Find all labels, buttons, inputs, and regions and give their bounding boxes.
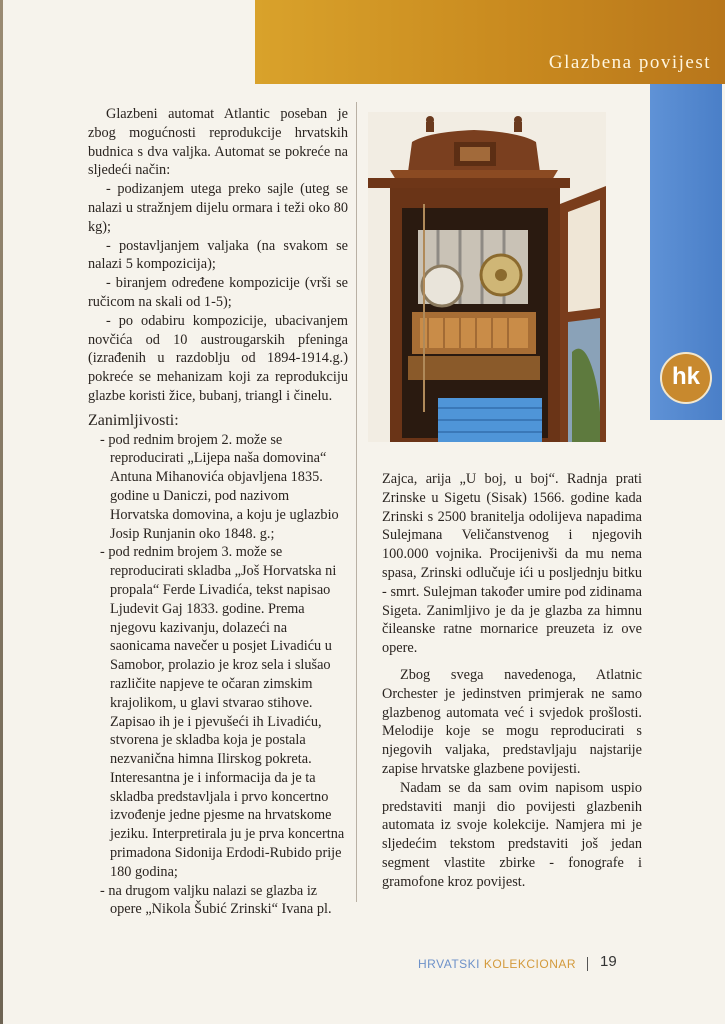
music-automaton-photo xyxy=(368,112,606,442)
left-column xyxy=(88,105,348,919)
right-column xyxy=(382,470,642,892)
intro-paragraph: Glazbeni automat Atlantic poseban je zbog mogućnosti reprodukcije hrvatskih budnica s dva valjka. Automat se pokreće na sljedeći način: xyxy=(88,106,348,179)
trivia-item: - pod rednim brojem 3. može se reproducirati skladba „Još Horvatska ni propala“ Ferde Livadića, tekst napisao Ljudevit Gaj 1833. godine. Prema njegovu kazivanju, dolazeći na saonicama navečer u posjet Livadiću u Samobor, prolazio je kroz sela i slušao različite napjeve te očaran zimskim krajolikom, u glavi stvarao stihove. Zapisao ih je i pjevušeći ih Livadiću, stvorena je skladba koja je postala nezvanična himna Ilirskog pokreta. Interesantna je i informacija da je ta skladba predstavljala i prvo koncertno izvođenje jedne pjesme na hrvatskome jeziku. Interpretirala ju je prva koncertna primadona Sidonija Erdodi-Rubido prije 180 godina; xyxy=(100,544,345,880)
start-method-item: - po odabiru kompozicije, ubacivanjem novčića od 10 austrougarskih pfeninga (izrađenih u razdoblju od 1894-1914.g.) pokreće se mehanizam koji za reprodukciju glazbe koristi žice, bubanj, triangl i činelu. xyxy=(88,312,348,404)
summary-paragraph: Zbog svega navedenoga, Atlatnic Orchester je jedinstven primjerak ne samo glazbenog automata već i svjedok prošlosti. Melodije koje se mogu reproducirati s njegovih valjaka, predstavljaju najstarije zapise hrvatske glazbene povijesti. xyxy=(382,666,642,777)
start-method-item: - podizanjem utega preko sajle (uteg se nalazi u stražnjem dijelu ormara i teži oko 80 kg); xyxy=(88,181,348,235)
trivia-item: - na drugom valjku nalazi se glazba iz opere „Nikola Šubić Zrinski“ Ivana pl. xyxy=(100,882,332,918)
brand-part-2: KOLEKCIONAR xyxy=(483,957,577,971)
magazine-brand xyxy=(418,957,576,971)
page-number: 19 xyxy=(600,953,617,970)
column-divider xyxy=(356,102,357,902)
page-edge xyxy=(0,0,3,1024)
footer-separator xyxy=(587,957,588,971)
trivia-heading: Zanimljivosti: xyxy=(88,411,179,429)
start-method-item: - postavljanjem valjaka (na svakom se nalazi 5 kompozicija); xyxy=(88,237,348,273)
continuation-paragraph: Zajca, arija „U boj, u boj“. Radnja prati Zrinske u Sigetu (Sisak) 1566. godine kada Zrinski s 2500 branitelja odolijeva napadima Sulejmana Veličanstvenog i njegovih 100.000 vojnika. Procijenivši da mu nema spasa, Zrinski odlučuje ići u posljednju bitku - smrt. Sulejman također umire pod zidinama Sigeta. Zanimljivo je da je glazba za himnu čileanske ratne mornarice preuzeta iz ove opere. xyxy=(382,471,642,657)
brand-part-1: HRVATSKI xyxy=(418,957,481,971)
section-banner xyxy=(255,0,725,84)
hk-logo-badge: hk xyxy=(660,352,712,404)
section-title: Glazbena povijest xyxy=(548,52,711,73)
start-method-item: - biranjem određene kompozicije (vrši se ručicom na skali od 1-5); xyxy=(88,275,348,310)
closing-paragraph: Nadam se da sam ovim napisom uspio predstaviti manji dio povijesti glazbenih automata iz svoje kolekcije. Namjera mi je sljedećim tekstom predstaviti još jedan segment vlastite zbirke - fonografe i gramofone kroz povijest. xyxy=(382,779,642,890)
trivia-item: - pod rednim brojem 2. može se reproducirati „Lijepa naša domovina“ Antuna Mihanovića objavljena 1835. godine u Daniczi, pod nazivom Horvatska domovina, a koju je uglazbio Josip Runjanin oko 1848. g.; xyxy=(100,431,339,542)
